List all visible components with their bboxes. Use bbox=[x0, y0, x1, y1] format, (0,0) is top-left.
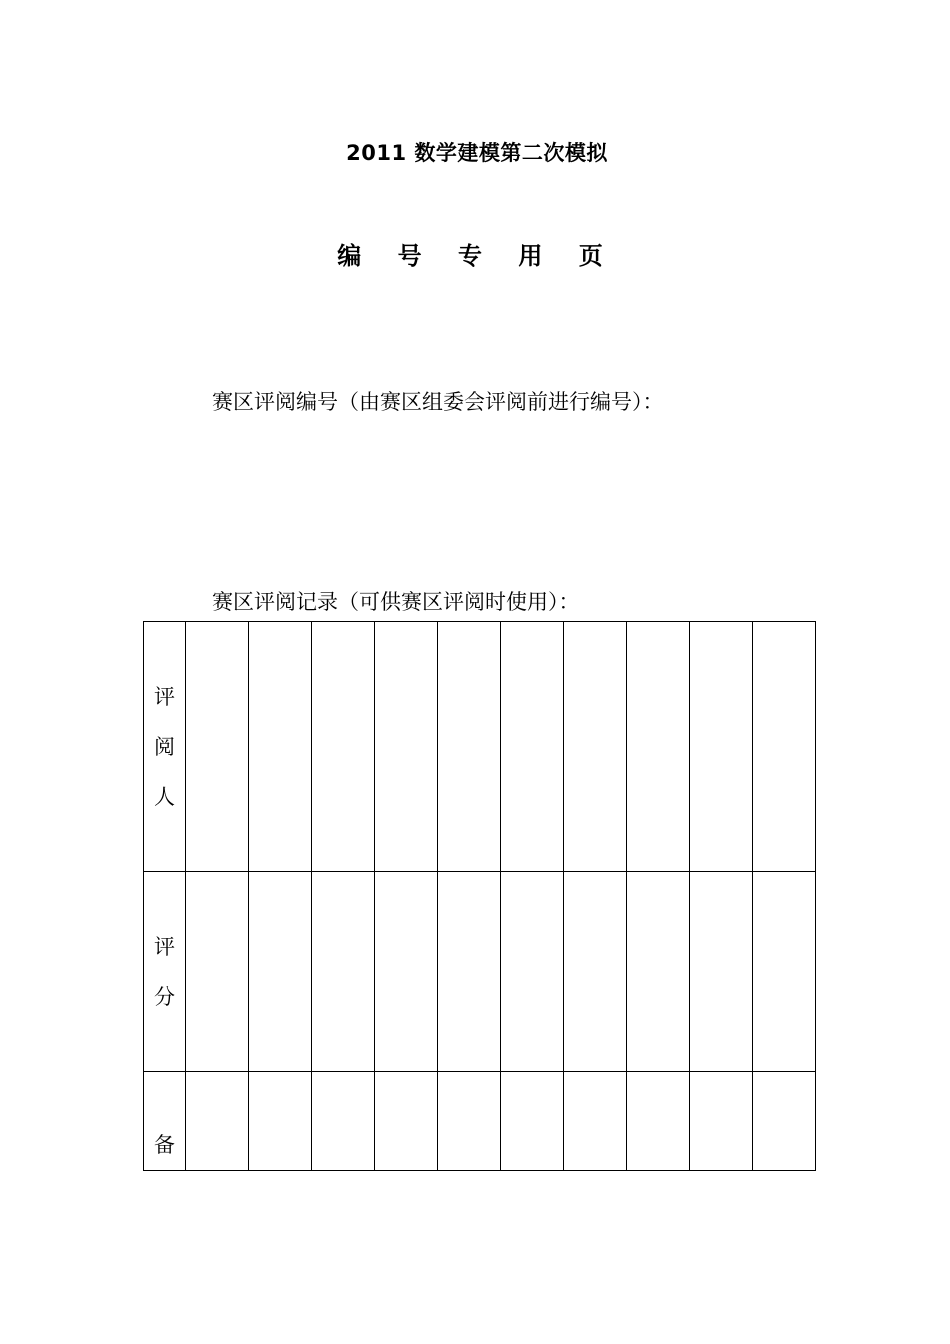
reviewer-cell[interactable] bbox=[564, 622, 627, 872]
score-cell[interactable] bbox=[690, 872, 753, 1072]
row-header-remark bbox=[144, 1072, 186, 1171]
review-number-label: 赛区评阅编号（由赛区组委会评阅前进行编号）： bbox=[212, 390, 664, 414]
score-cell[interactable] bbox=[564, 872, 627, 1072]
remark-cell[interactable] bbox=[186, 1072, 249, 1171]
reviewer-cell[interactable] bbox=[438, 622, 501, 872]
score-cell[interactable] bbox=[312, 872, 375, 1072]
table-row-reviewer bbox=[144, 622, 816, 872]
review-record-label: 赛区评阅记录（可供赛区评阅时使用）： bbox=[212, 590, 580, 614]
score-cell[interactable] bbox=[753, 872, 816, 1072]
score-cell[interactable] bbox=[249, 872, 312, 1072]
reviewer-cell[interactable] bbox=[627, 622, 690, 872]
remark-cell[interactable] bbox=[627, 1072, 690, 1171]
reviewer-cell[interactable] bbox=[375, 622, 438, 872]
row-header-char: 阅 bbox=[154, 734, 175, 759]
score-cell[interactable] bbox=[438, 872, 501, 1072]
reviewer-cell[interactable] bbox=[501, 622, 564, 872]
row-header-score bbox=[144, 872, 186, 1072]
score-cell[interactable] bbox=[186, 872, 249, 1072]
reviewer-cell[interactable] bbox=[186, 622, 249, 872]
reviewer-cell[interactable] bbox=[690, 622, 753, 872]
remark-cell[interactable] bbox=[438, 1072, 501, 1171]
review-record-table bbox=[143, 621, 816, 1171]
row-header-char: 评 bbox=[154, 934, 175, 959]
remark-cell[interactable] bbox=[249, 1072, 312, 1171]
page-title: 2011 数学建模第二次模拟 bbox=[346, 141, 608, 165]
score-cell[interactable] bbox=[375, 872, 438, 1072]
row-header-char: 备 bbox=[154, 1133, 175, 1157]
table-row-score bbox=[144, 872, 816, 1072]
row-header-char: 人 bbox=[154, 784, 175, 809]
remark-cell[interactable] bbox=[753, 1072, 816, 1171]
remark-cell[interactable] bbox=[501, 1072, 564, 1171]
score-cell[interactable] bbox=[627, 872, 690, 1072]
remark-cell[interactable] bbox=[564, 1072, 627, 1171]
reviewer-cell[interactable] bbox=[753, 622, 816, 872]
remark-cell[interactable] bbox=[375, 1072, 438, 1171]
row-header-reviewer bbox=[144, 622, 186, 872]
score-cell[interactable] bbox=[501, 872, 564, 1072]
row-header-char: 评 bbox=[154, 684, 175, 709]
table-row-remark bbox=[144, 1072, 816, 1171]
remark-cell[interactable] bbox=[312, 1072, 375, 1171]
page-subtitle: 编 号 专 用 页 bbox=[337, 242, 617, 270]
remark-cell[interactable] bbox=[690, 1072, 753, 1171]
reviewer-cell[interactable] bbox=[312, 622, 375, 872]
row-header-char: 分 bbox=[154, 984, 175, 1009]
reviewer-cell[interactable] bbox=[249, 622, 312, 872]
